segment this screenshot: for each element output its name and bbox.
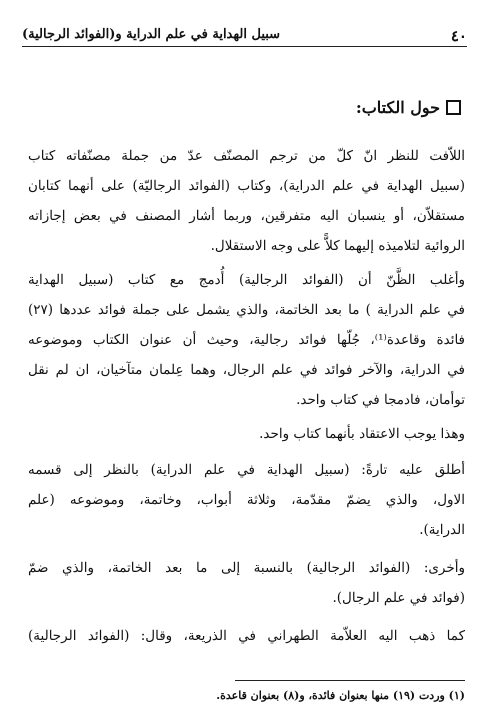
body-line: وهذا يوجب الاعتقاد بأنهما كتاب واحد. — [259, 426, 465, 442]
body-line: الاول، والذي يضمّ مقدّمة، وثلاثة أبواب، وخاتمة، وموضوعه (علم — [28, 492, 465, 508]
body-line: كما ذهب اليه العلاّمة الطهراني في الذريعة، وقال: (الفوائد الرجالية) — [28, 628, 465, 644]
body-line: وأخرى: (الفوائد الرجالية) بالنسبة إلى ما بعد الخاتمة، والذي ضمّ — [28, 560, 465, 576]
body-line: في علم الدراية ) ما بعد الخاتمة، والذي يشمل على جملة فوائد عددها (٢٧) — [28, 302, 465, 318]
body-line: (سبيل الهداية في علم الدراية)، وكتاب (الفوائد الرجاليّة) على أنهما كتابان — [28, 178, 465, 194]
section-heading — [356, 98, 461, 117]
running-title: سبيل الهداية في علم الدراية و(الفوائد الرجالية) — [22, 27, 281, 42]
page-number: ٤٠ — [450, 27, 467, 45]
body-line: مستقلاّن، أو ينسبان اليه متفرقين، وربما أشار المصنف في بعض إجازاته — [28, 208, 465, 224]
body-line: أطلق عليه تارةً: (سبيل الهداية في علم الدراية) بالنظر إلى قسمه — [28, 462, 465, 478]
body-line: في الدراية، والآخر فوائد في علم الرجال، وهما عِلمان متآخيان، ان لم نقل — [28, 362, 465, 378]
header-rule — [22, 46, 467, 47]
page-header — [22, 27, 467, 47]
body-line: الدراية). — [419, 522, 465, 538]
checkbox-square-icon — [446, 100, 461, 115]
footnote: (١) وردت (١٩) منها بعنوان فائدة، و(٨) بعنوان قاعدة. — [216, 689, 465, 702]
body-line: (فوائد في علم الرجال). — [332, 590, 465, 606]
body-line: الروائية لتلاميذه إليهما كلاًّ على وجه الاستقلال. — [210, 238, 465, 254]
body-line: وأغلب الظَّنّ أن (الفوائد الرجالية) أُدمج مع كتاب (سبيل الهداية — [28, 272, 465, 288]
section-heading-text: حول الكتاب: — [355, 98, 440, 117]
body-line: توأمان، فادمجا في كتاب واحد. — [296, 392, 465, 408]
body-line: فائدة وقاعدة⁽¹⁾، جُلّها فوائد رجالية، وحيث أن عنوان الكتاب وموضوعه — [28, 332, 466, 348]
body-line: اللاّفت للنظر انّ كلّ من ترجم المصنّف عدّ من جملة مصنّفاته كتاب — [28, 148, 465, 164]
footnote-rule — [235, 680, 465, 681]
